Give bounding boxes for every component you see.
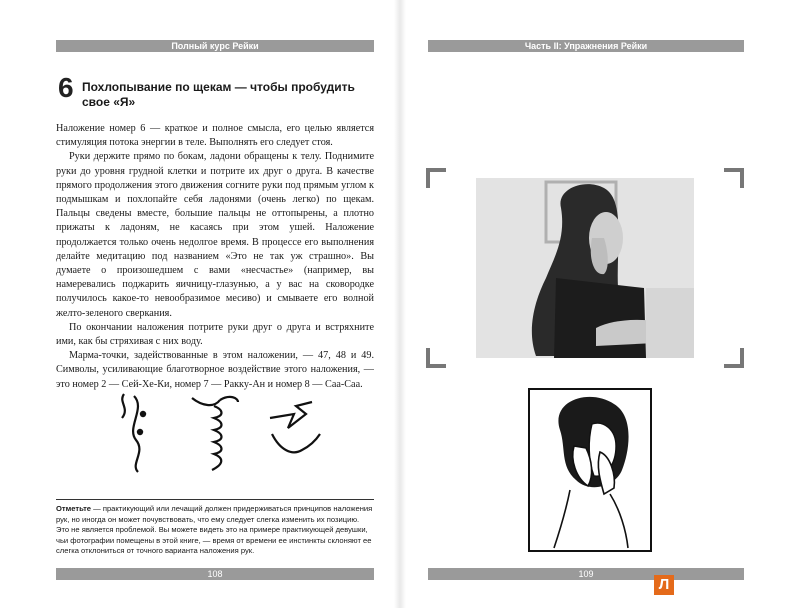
photo-frame bbox=[426, 168, 744, 368]
right-page bbox=[426, 28, 744, 588]
section-title: Похлопывание по щекам — чтобы пробудить свое «Я» bbox=[82, 80, 355, 109]
running-header-left: Полный курс Рейки bbox=[56, 40, 374, 52]
paragraph: Руки держите прямо по бокам, ладони обращены к телу. Поднимите руки до уровня грудной клетки и потрите их друг о друга. В качестве прямого продолжения этого движения согните руки под прямым углом к подмышкам и похлопайте себя ладонями (очень легко) по щекам. Пальцы сведены вместе, большие пальцы не оттопырены, а плотно прижаты к ладоням, не касаясь при этом ушей. Наложение продолжается только очень недолгое время. В процессе его выполнения делайте медитацию под названием «Это не так уж страшно». Вы думаете о произошедшем с вами «несчастье» (например, вы намеревались поджарить яичницу-глазунью, а у вас на сковородке получилось какое-то невообразимое месиво) и смываете его волной желто-зеленого сверкания. bbox=[56, 151, 374, 319]
chapter-number: 6 bbox=[58, 72, 74, 103]
symbol-rakku-an bbox=[186, 388, 246, 478]
body-text bbox=[56, 122, 374, 392]
note-text: — практикующий или лечащий должен придерживаться принципов наложения рук, но иногда он может почувствовать, что ему следует слегка изменить их позицию. Это не является проблемой. Вы можете видеть это на примере практикующей девушки, чьи фотографии помещены в этой книге, — время от времени ее инстинкты склоняют ее слегка отклониться от точного варианта наложения рук. bbox=[56, 504, 373, 555]
left-page bbox=[56, 28, 374, 588]
paragraph: По окончании наложения потрите руки друг о друга и встряхните ими, как бы стряхивая с них воду. bbox=[56, 321, 374, 348]
page-number-left: 108 bbox=[56, 568, 374, 580]
symbol-saa-saa bbox=[266, 388, 336, 478]
paragraph: Наложение номер 6 — краткое и полное смысла, его целью является стимуляция потока энергии в теле. Выполнять его следует стоя. bbox=[56, 123, 374, 149]
reiki-symbols bbox=[116, 388, 346, 488]
illustration-hands-on-cheeks bbox=[528, 388, 652, 552]
note-box bbox=[56, 499, 374, 557]
running-header-right: Часть II: Упражнения Рейки bbox=[428, 40, 744, 52]
page-number-right: 109 bbox=[428, 568, 744, 580]
paragraph: Марма-точки, задействованные в этом наложении, — 47, 48 и 49. Символы, усиливающие благотворное воздействие этого наложения, — это номер 2 — Сей-Хе-Ки, номер 7 — Ракку-Ан и номер 8 — Саа-Саа. bbox=[56, 350, 374, 390]
note-label: Отметьте bbox=[56, 504, 92, 513]
book-spine bbox=[394, 0, 406, 608]
photo-woman-hands-on-cheeks bbox=[476, 178, 694, 358]
publisher-logo: Л bbox=[654, 575, 674, 595]
symbol-sei-he-ki bbox=[116, 388, 166, 478]
